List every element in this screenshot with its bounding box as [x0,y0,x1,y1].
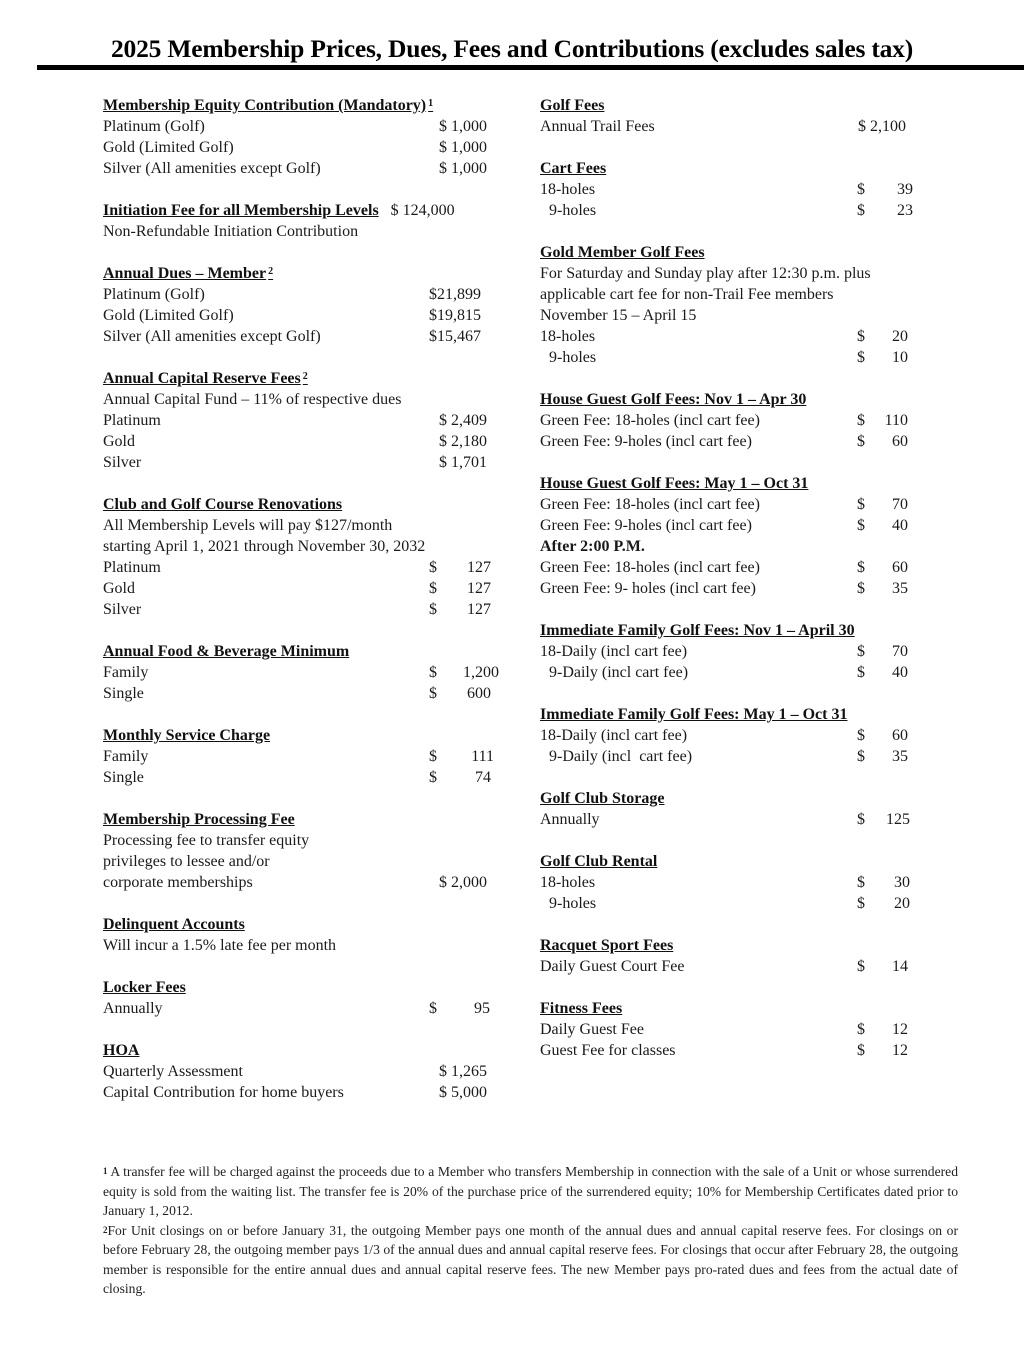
fee-row: Silver $ 1,701 [103,454,487,471]
renovations-section [103,494,503,620]
fee-row: Platinum (Golf) $21,899 [103,286,481,303]
fee-row: Green Fee: 9- holes (incl cart fee) $ 35 [540,580,908,597]
club-rental-section [540,851,920,914]
hoa-section [103,1040,503,1103]
fee-row: 9-holes $ 10 [549,349,908,366]
locker-section [103,977,503,1019]
service-charge-section [103,725,503,788]
fee-row: Daily Guest Court Fee $ 14 [540,958,908,975]
fee-row: Annual Trail Fees $ 2,100 [540,118,906,135]
after-2pm-subheading: After 2:00 P.M. [540,538,645,555]
fee-row: Quarterly Assessment $ 1,265 [103,1063,487,1080]
right-column [540,95,920,1082]
fee-row: Guest Fee for classes $ 12 [540,1042,908,1059]
initiation-section [103,200,503,242]
fee-row: Daily Guest Fee $ 12 [540,1021,908,1038]
club-storage-section [540,788,920,830]
section-note: All Membership Levels will pay $127/month [103,517,393,534]
section-note: privileges to lessee and/or [103,853,270,870]
section-heading: Monthly Service Charge [103,727,271,744]
cart-fees-section [540,158,920,221]
fee-row: 9-Daily (incl cart fee) $ 35 [549,748,908,765]
fee-row: Family $ 111 [103,748,494,765]
section-heading: HOA [103,1042,140,1059]
house-guest-winter-section [540,389,920,452]
section-note: For Saturday and Sunday play after 12:30 p.m. plus [540,265,871,282]
section-note: November 15 – April 15 [540,307,697,324]
dues-section [103,263,503,347]
fee-row: Single $ 600 [103,685,491,702]
fee-row: Gold $ 2,180 [103,433,487,450]
fee-row: 9-holes $ 23 [549,202,913,219]
section-heading: Immediate Family Golf Fees: Nov 1 – April 30 [540,622,855,639]
section-heading: House Guest Golf Fees: Nov 1 – Apr 30 [540,391,807,408]
page-title: 2025 Membership Prices, Dues, Fees and Contributions (excludes sales tax) [110,34,914,63]
section-heading: Annual Capital Reserve Fees $^2$ [103,370,308,387]
section-note: applicable cart fee for non-Trail Fee members [540,286,834,303]
fee-row: Platinum $ 127 [103,559,491,576]
section-heading: Locker Fees [103,979,186,996]
fee-row: Platinum (Golf) $ 1,000 [103,118,487,135]
family-winter-section [540,620,920,683]
fee-row: Gold (Limited Golf) $19,815 [103,307,481,324]
section-heading: Annual Dues – Member $^2$ [103,265,274,282]
fee-row: 18-holes $ 30 [540,874,910,891]
racquet-section [540,935,920,977]
section-heading: Fitness Fees [540,1000,623,1017]
fee-row: Green Fee: 18-holes (incl cart fee) $ 70 [540,496,908,513]
food-beverage-section [103,641,503,704]
left-column [103,95,503,1124]
fee-row: 18-holes $ 20 [540,328,908,345]
fitness-section [540,998,920,1061]
section-heading: House Guest Golf Fees: May 1 – Oct 31 [540,475,809,492]
footnotes [103,1162,958,1299]
section-note: Annual Capital Fund – 11% of respective dues [103,391,402,408]
fee-row: Capital Contribution for home buyers $ 5,000 [103,1084,487,1101]
section-heading: Golf Club Storage [540,790,665,807]
fee-row: Silver (All amenities except Golf) $ 1,000 [103,160,487,177]
family-summer-section [540,704,920,767]
fee-row: Green Fee: 18-holes (incl cart fee) $ 110 [540,412,908,429]
fee-row: Green Fee: 9-holes (incl cart fee) $ 60 [540,433,908,450]
footnote-2: $^2$For Unit closings on or before January 31, the outgoing Member pays one month of the annual dues and annual capital reserve fees. For closings on or before February 28, the outgoing member pays 1/3 of the annual dues and annual capital reserve fees. For closings that occur after February 28, the outgoing member is responsible for the entire annual dues and annual capital reserve fees. The new Member pays pro-rated dues and fees from the actual date of closing. [103,1222,958,1296]
section-heading: Immediate Family Golf Fees: May 1 – Oct 31 [540,706,848,723]
fee-row: Silver $ 127 [103,601,491,618]
section-heading: Annual Food & Beverage Minimum [103,643,350,660]
fee-row: Annually $ 95 [103,1000,490,1017]
equity-section [103,95,503,179]
fee-row: 18-Daily (incl cart fee) $ 70 [540,643,908,660]
fee-row: Platinum $ 2,409 [103,412,487,429]
processing-section [103,809,503,893]
fee-row: Family $ 1,200 [103,664,499,681]
section-note: Processing fee to transfer equity [103,832,310,849]
fee-row: Gold (Limited Golf) $ 1,000 [103,139,487,156]
delinquent-section [103,914,503,956]
section-heading: Delinquent Accounts [103,916,245,933]
section-heading: Golf Club Rental [540,853,658,870]
golf-fees-section [540,95,920,137]
section-note: starting April 1, 2021 through November 30, 2032 [103,538,426,555]
title-underline [37,65,1024,70]
fee-row: Silver (All amenities except Golf) $15,467 [103,328,481,345]
section-heading: Initiation Fee for all Membership Levels [103,202,379,219]
house-guest-summer-section [540,473,920,599]
section-heading: Membership Equity Contribution (Mandatory) $^1$ [103,97,434,114]
fee-row: 18-Daily (incl cart fee) $ 60 [540,727,908,744]
section-heading: Gold Member Golf Fees [540,244,705,261]
gold-member-section [540,242,920,368]
section-heading: Club and Golf Course Renovations [103,496,343,513]
fee-row: corporate memberships $ 2,000 [103,874,487,891]
fee-row: Gold $ 127 [103,580,491,597]
fee-row: Green Fee: 9-holes (incl cart fee) $ 40 [540,517,908,534]
fee-row: Green Fee: 18-holes (incl cart fee) $ 60 [540,559,908,576]
capital-reserve-section [103,368,503,473]
section-heading: Cart Fees [540,160,607,177]
initiation-fee-value: $ 124,000 [390,202,455,219]
fee-row: 9-Daily (incl cart fee) $ 40 [549,664,908,681]
footnote-1: $^1$ A transfer fee will be charged against the proceeds due to a Member who transfers Membership in connection with the sale of a Unit or whose surrendered equity is sold from the waiting list. The transfer fee is 20% of the purchase price of the surrendered equity; 10% for Membership Certificates dated prior to January 1, 2012. [103,1164,958,1218]
fee-row: 9-holes $ 20 [549,895,910,912]
section-note: Will incur a 1.5% late fee per month [103,937,337,954]
fee-row: Single $ 74 [103,769,491,786]
section-heading: Golf Fees [540,97,605,114]
section-heading: Membership Processing Fee [103,811,295,828]
fee-row: Annually $ 125 [540,811,910,828]
section-note: Non-Refundable Initiation Contribution [103,223,359,240]
fee-row: 18-holes $ 39 [540,181,913,198]
section-heading: Racquet Sport Fees [540,937,674,954]
